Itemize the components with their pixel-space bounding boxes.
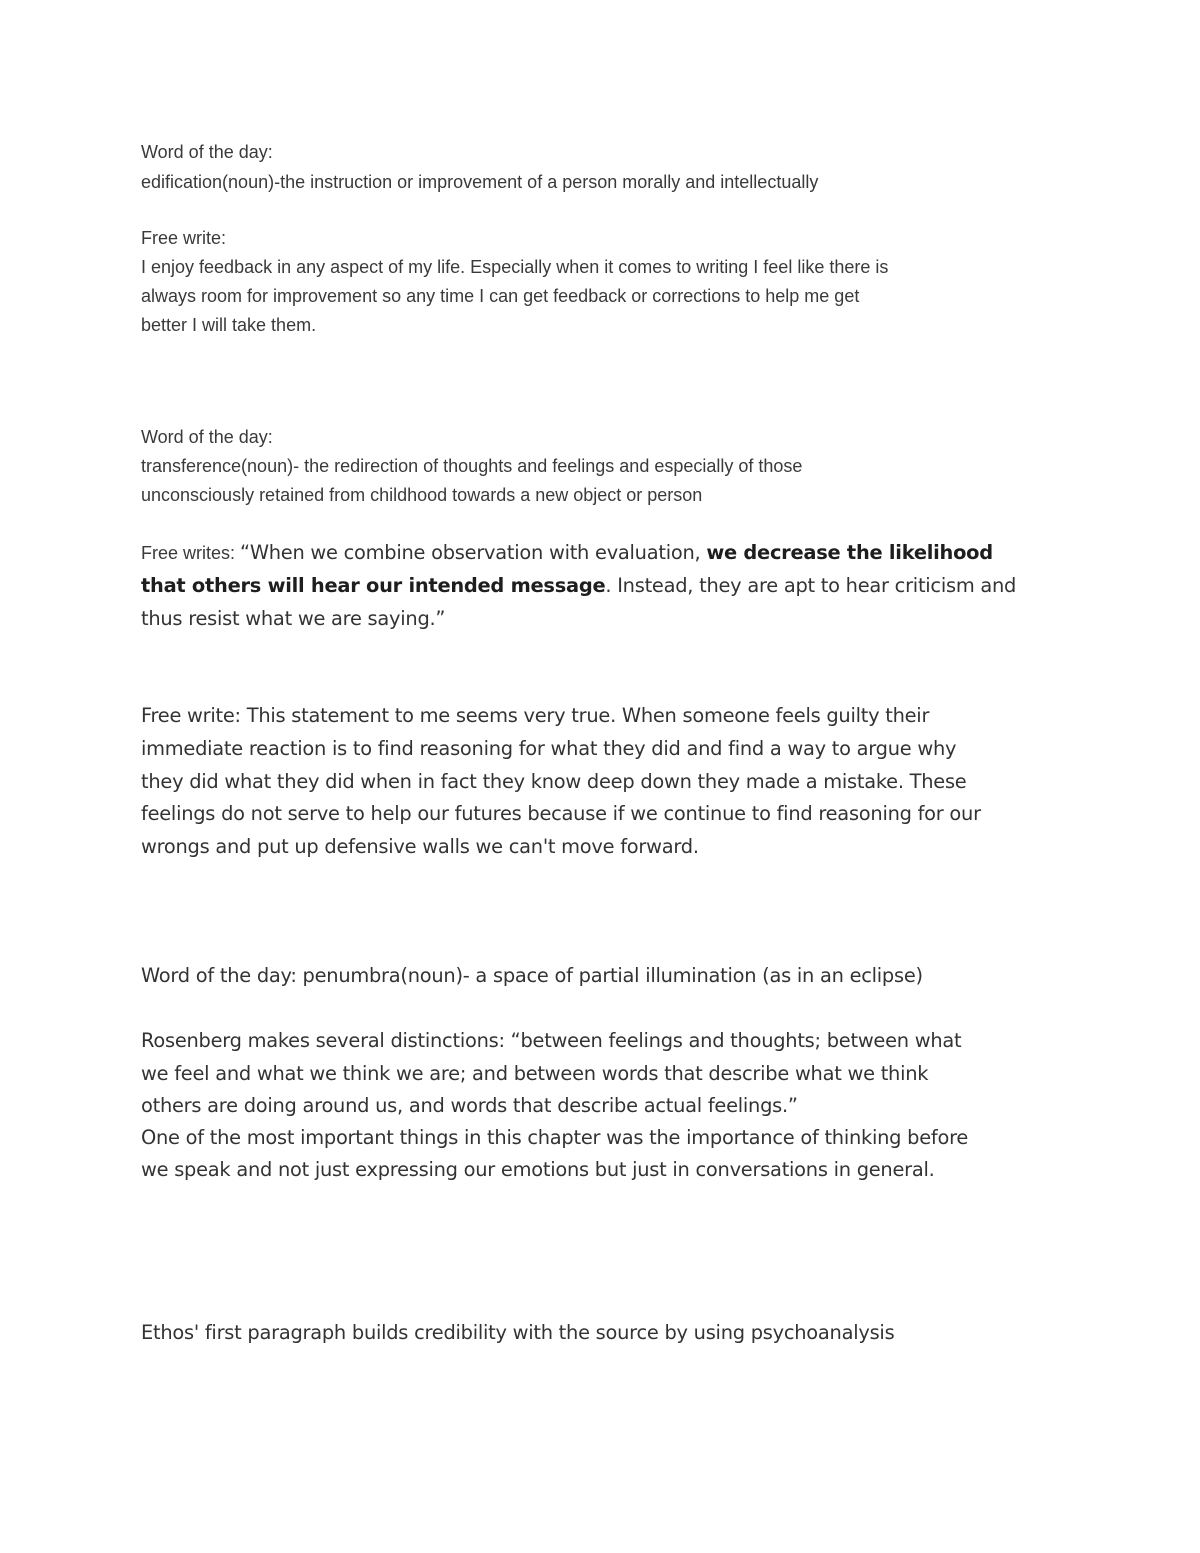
rosenberg-line: Rosenberg makes several distinctions: “between feelings and thoughts; between what xyxy=(141,1029,962,1052)
free-write-line: Free write: This statement to me seems very true. When someone feels guilty their xyxy=(141,704,930,727)
free-write-line: feelings do not serve to help our futures because if we continue to find reasoning for our xyxy=(141,802,981,825)
free-write-line: wrongs and put up defensive walls we can't move forward. xyxy=(141,835,699,858)
free-write-line: immediate reaction is to find reasoning for what they did and find a way to argue why xyxy=(141,737,957,760)
ethos-line: Ethos' first paragraph builds credibility with the source by using psychoanalysis xyxy=(141,1321,895,1344)
free-writes-label: Free writes: xyxy=(141,543,241,563)
word-definition-line: transference(noun)- the redirection of thoughts and feelings and especially of those xyxy=(141,456,803,476)
free-write-line: I enjoy feedback in any aspect of my life. Especially when it comes to writing I feel like there is xyxy=(141,257,889,277)
free-write-line: they did what they did when in fact they know deep down they made a mistake. These xyxy=(141,770,967,793)
free-write-line: always room for improvement so any time I can get feedback or corrections to help me get xyxy=(141,286,860,306)
free-write-line: better I will take them. xyxy=(141,315,317,335)
word-of-day-heading: Word of the day: xyxy=(141,142,273,162)
word-definition: edification(noun)-the instruction or improvement of a person morally and intellectually xyxy=(141,172,819,192)
quote-emphasis: that others will hear our intended message xyxy=(141,574,606,597)
quote-line xyxy=(141,574,1016,597)
quote-emphasis: we decrease the likelihood xyxy=(706,541,993,564)
rosenberg-line: One of the most important things in this chapter was the importance of thinking before xyxy=(141,1126,969,1149)
rosenberg-line: others are doing around us, and words that describe actual feelings.” xyxy=(141,1094,798,1117)
word-of-day-line: Word of the day: penumbra(noun)- a space of partial illumination (as in an eclipse) xyxy=(141,964,923,987)
free-write-heading: Free write: xyxy=(141,228,227,248)
word-definition-line: unconsciously retained from childhood towards a new object or person xyxy=(141,485,703,505)
rosenberg-line: we speak and not just expressing our emotions but just in conversations in general. xyxy=(141,1158,935,1181)
quote-line xyxy=(141,541,993,564)
quote-text: . Instead, they are apt to hear criticism and xyxy=(605,574,1017,597)
quote-line: thus resist what we are saying.” xyxy=(141,607,446,630)
word-of-day-heading: Word of the day: xyxy=(141,427,273,447)
rosenberg-line: we feel and what we think we are; and between words that describe what we think xyxy=(141,1062,929,1085)
quote-text: “When we combine observation with evaluation, xyxy=(240,541,707,564)
